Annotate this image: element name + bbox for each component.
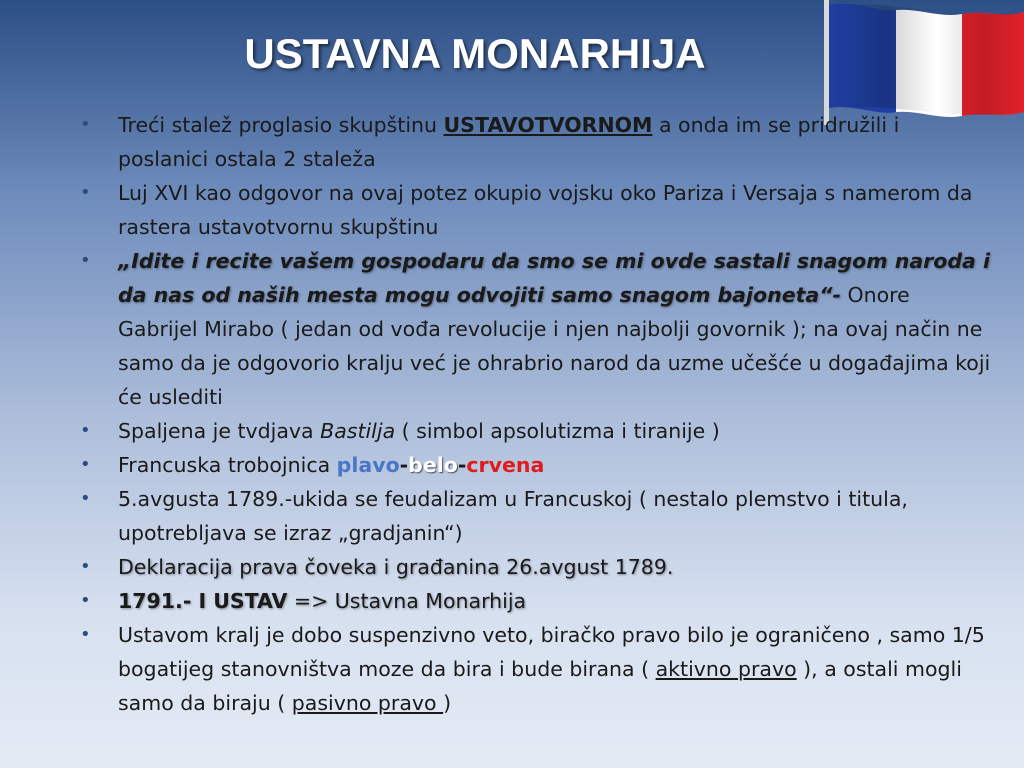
list-item: • Ustavom kralj je dobo suspenzivno veto, biračko pravo bilo je ograničeno , samo 1/5 bogatijeg stanovništva moze da bira i bude birana ( aktivno pravo ), a ostali mogli samo da biraju ( pasivno pravo ) (80, 618, 995, 720)
list-item: • Luj XVI kao odgovor na ovaj potez okupio vojsku oko Pariza i Versaja s namerom da rastera ustavotvornu skupštinu (80, 176, 995, 244)
bullet-icon: • (80, 420, 91, 441)
quote: „Idite i recite vašem gospodaru da smo se mi ovde sastali snagom naroda i da nas od naših mesta mogu odvojiti samo snagom bajoneta“- (118, 249, 991, 307)
bullet-icon: • (80, 556, 91, 577)
bullet-list (80, 108, 995, 720)
color-word-white: belo (408, 453, 458, 477)
bullet-icon: • (80, 488, 91, 509)
list-item: • Francuska trobojnica plavo-belo-crvena (80, 448, 995, 482)
list-item: • „Idite i recite vašem gospodaru da smo se mi ovde sastali snagom naroda i da nas od naših mesta mogu odvojiti samo snagom bajoneta“- Onore Gabrijel Mirabo ( jedan od vođa revolucije i njen najbolji govornik ); na ovaj način ne samo da je odgovorio kralju već je ohrabrio narod da uzme učešće u događajima koji će uslediti (80, 244, 995, 414)
list-item: • 1791.- I USTAV => Ustavna Monarhija (80, 584, 995, 618)
slide-title: USTAVNA MONARHIJA (244, 30, 706, 77)
color-word-blue: plavo (336, 453, 400, 477)
bullet-icon: • (80, 182, 91, 203)
list-item: • Deklaracija prava čoveka i građanina 26.avgust 1789. (80, 550, 995, 584)
bullet-icon: • (80, 624, 91, 645)
color-word-red: crvena (466, 453, 545, 477)
list-item: • 5.avgusta 1789.-ukida se feudalizam u Francuskoj ( nestalo plemstvo i titula, upotrebljava se izraz „gradjanin“) (80, 482, 995, 550)
bullet-icon: • (80, 114, 91, 135)
bullet-icon: • (80, 454, 91, 475)
french-flag-icon (824, 0, 1024, 125)
list-item: • Spaljena je tvdjava Bastilja ( simbol apsolutizma i tiranije ) (80, 414, 995, 448)
bullet-icon: • (80, 250, 91, 271)
keyword: USTAVOTVORNOM (443, 113, 653, 137)
list-item: • Treći stalež proglasio skupštinu USTAVOTVORNOM a onda im se pridružili i poslanici ostala 2 staleža (80, 108, 995, 176)
bullet-icon: • (80, 590, 91, 611)
